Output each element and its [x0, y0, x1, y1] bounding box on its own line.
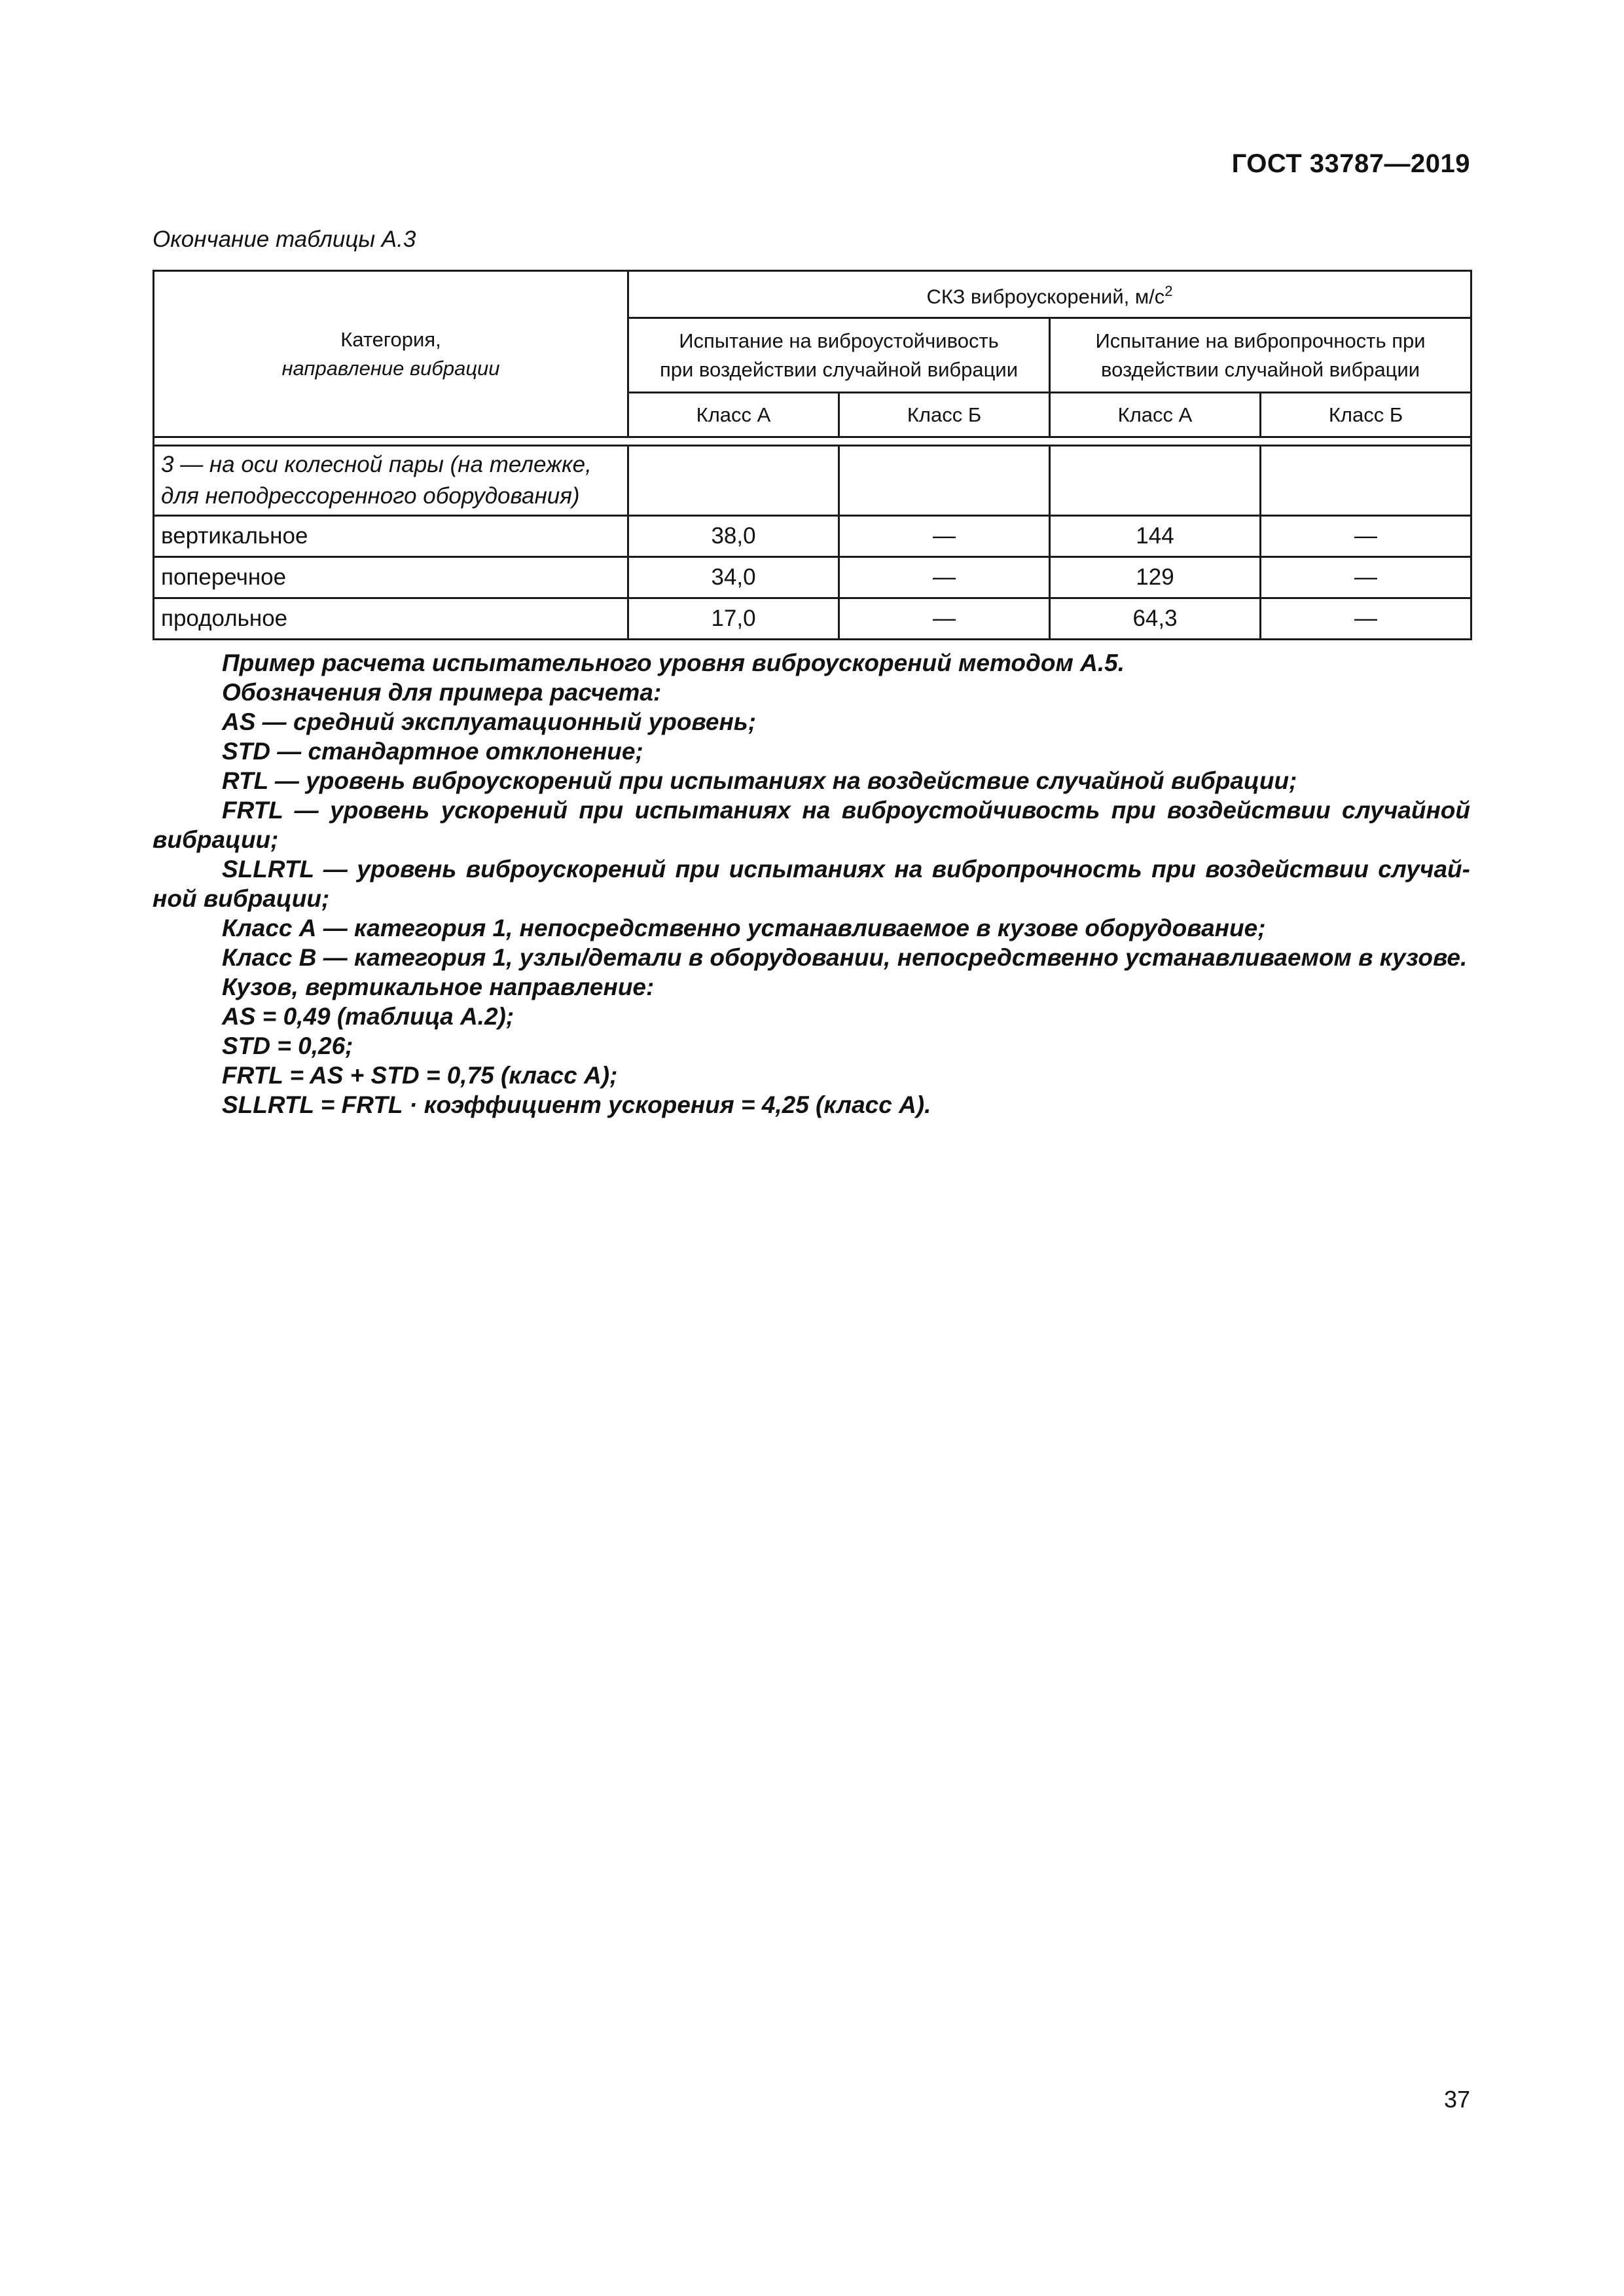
note-line: Класс А — категория 1, непосредственно устанавливаемое в кузове оборудование; — [222, 915, 1266, 941]
header-group-cell — [628, 271, 1471, 318]
table-cell: 34,0 — [628, 557, 839, 598]
table-caption: Окончание таблицы А.3 — [153, 227, 416, 252]
note-line: FRTL — уровень ускорений при испытаниях на виброустойчивость при воздействии случайной вибрации; — [153, 797, 1470, 853]
row-label: продольное — [154, 598, 628, 640]
header-class-b-strength: Класс Б — [1261, 393, 1471, 437]
note-line: SLLRTL = FRTL · коэффициент ускорения = 4,25 (класс А). — [222, 1091, 931, 1118]
header-separator — [154, 437, 1471, 446]
note-line: AS — средний эксплуатационный уровень; — [222, 708, 757, 735]
note-line: Обозначения для примера расчета: — [222, 679, 662, 706]
header-category-line1: Категория, — [340, 327, 441, 351]
note-line: STD = 0,26; — [222, 1032, 353, 1059]
table-cell-empty — [628, 446, 839, 516]
header-group-title-superscript: 2 — [1164, 283, 1173, 300]
table-cell: 144 — [1050, 516, 1261, 557]
note-line: SLLRTL — уровень виброускорений при испытаниях на вибропрочность при воздействии случайной вибрации; — [153, 856, 1470, 912]
category-row-line1: 3 — на оси колесной пары (на тележке, — [161, 452, 592, 477]
table-cell-empty — [1050, 446, 1261, 516]
table-cell: 64,3 — [1050, 598, 1261, 640]
header-class-a-stability: Класс А — [628, 393, 839, 437]
note-line: AS = 0,49 (таблица А.2); — [222, 1003, 514, 1030]
note-line: FRTL = AS + STD = 0,75 (класс А); — [222, 1062, 618, 1089]
header-strength-line1: Испытание на вибропрочность при — [1095, 329, 1426, 352]
header-group-title: СКЗ виброускорений, м/с — [926, 285, 1165, 308]
document-id-header: ГОСТ 33787—2019 — [1231, 149, 1470, 178]
table-cell: — — [839, 598, 1050, 640]
header-category-line2: направление вибрации — [281, 356, 500, 380]
row-label: поперечное — [154, 557, 628, 598]
header-stability-cell — [628, 318, 1050, 393]
calculation-example-notes — [153, 648, 1470, 1120]
table-row — [154, 557, 1471, 598]
table-cell: 129 — [1050, 557, 1261, 598]
category-row-line2: для неподрессоренного оборудования) — [161, 483, 580, 509]
table-cell: 17,0 — [628, 598, 839, 640]
note-line: Кузов, вертикальное направление: — [222, 974, 655, 1000]
table-cell: — — [1261, 598, 1471, 640]
header-strength-cell — [1050, 318, 1471, 393]
table-cell-empty — [839, 446, 1050, 516]
note-line: RTL — уровень виброускорений при испытаниях на воздействие случайной вибрации; — [222, 767, 1297, 794]
table-cell: — — [1261, 516, 1471, 557]
header-class-a-strength: Класс А — [1050, 393, 1261, 437]
note-line: Пример расчета испытательного уровня виброускорений методом А.5. — [222, 649, 1125, 676]
table-row — [154, 516, 1471, 557]
note-line: STD — стандартное отклонение; — [222, 738, 643, 765]
category-row-label — [154, 446, 628, 516]
table-cell: — — [839, 516, 1050, 557]
table-cell-empty — [1261, 446, 1471, 516]
table-cell: — — [1261, 557, 1471, 598]
table-cell: 38,0 — [628, 516, 839, 557]
table-cell: — — [839, 557, 1050, 598]
vibration-table — [153, 270, 1472, 640]
header-category-cell — [154, 271, 628, 437]
header-stability-line1: Испытание на виброустойчивость — [679, 329, 999, 352]
page-number: 37 — [1443, 2086, 1470, 2113]
header-class-b-stability: Класс Б — [839, 393, 1050, 437]
note-line: Класс В — категория 1, узлы/детали в оборудовании, непосредственно устанавливаемом в кузове. — [222, 944, 1468, 971]
table-row — [154, 598, 1471, 640]
header-strength-line2: воздействии случайной вибрации — [1100, 357, 1420, 381]
row-label: вертикальное — [154, 516, 628, 557]
header-stability-line2: при воздействии случайной вибрации — [659, 357, 1019, 381]
